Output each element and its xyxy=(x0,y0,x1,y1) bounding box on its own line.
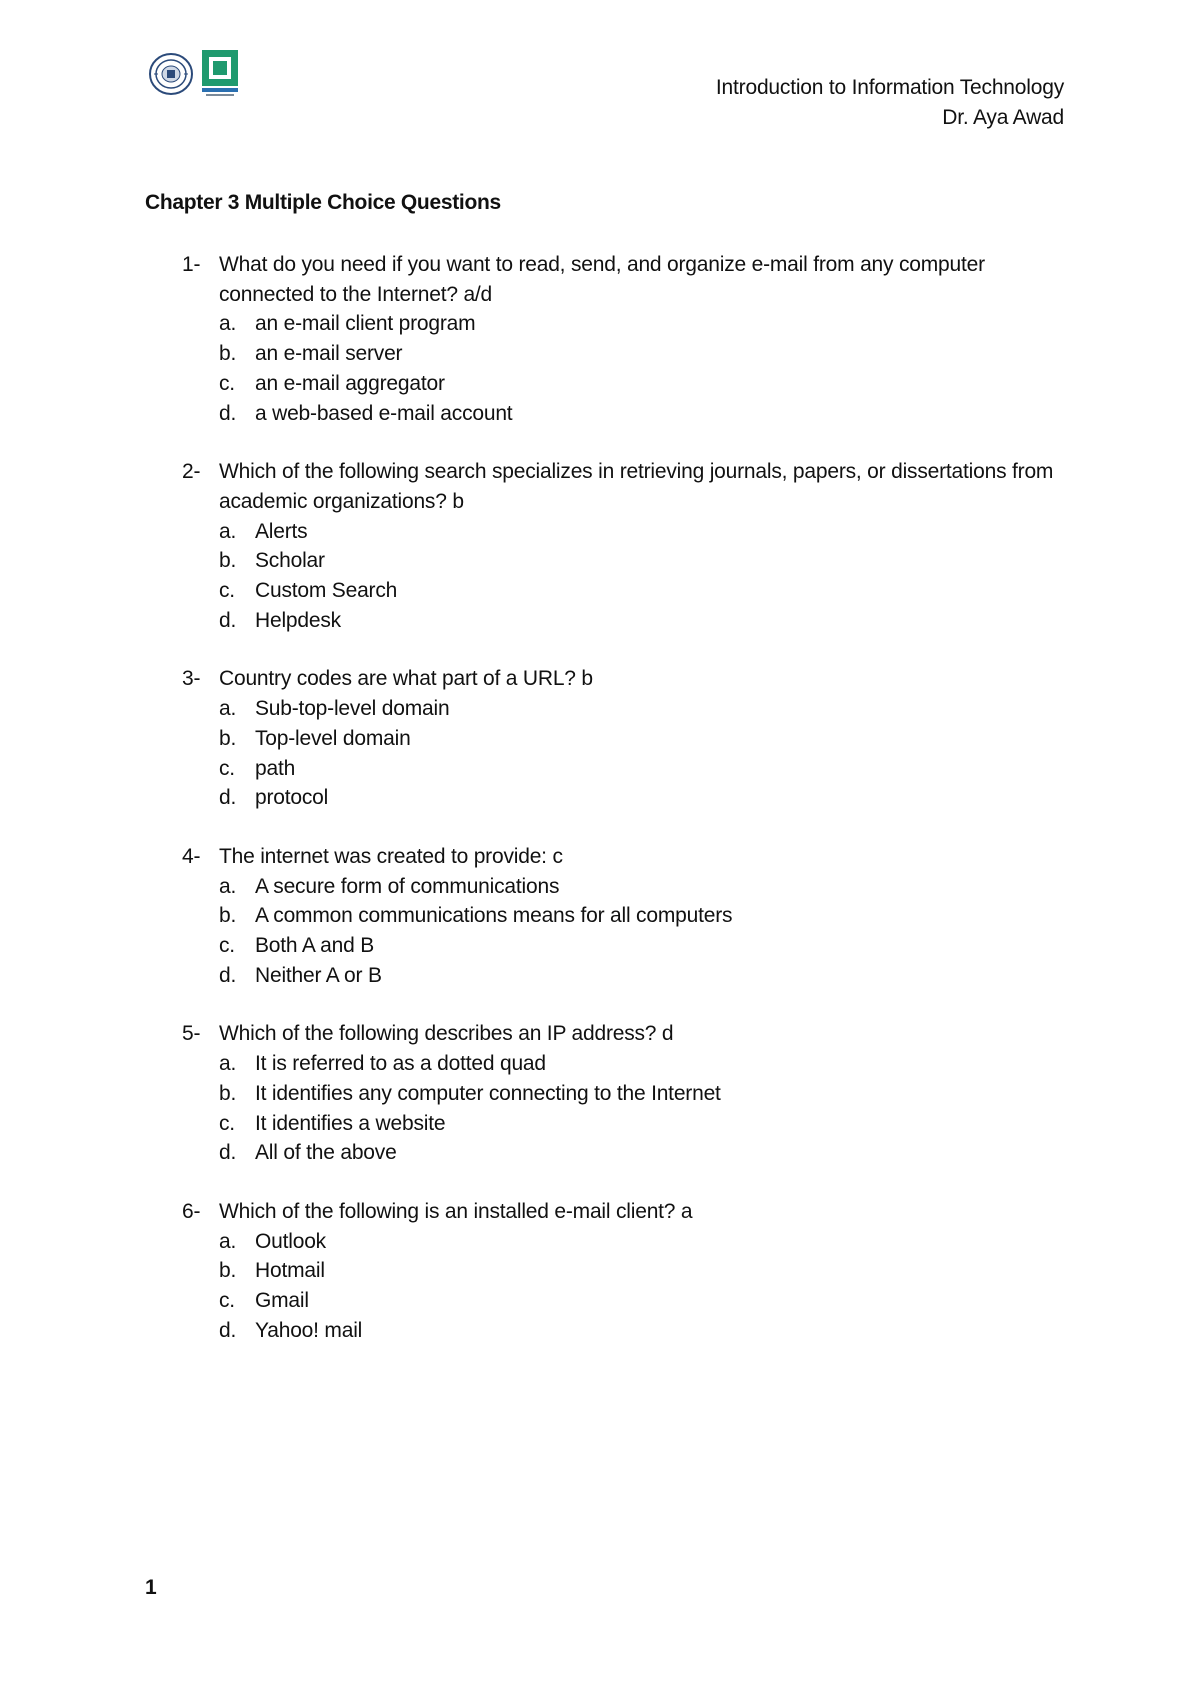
option-text: Neither A or B xyxy=(255,963,382,987)
option-letter: b. xyxy=(219,1081,237,1105)
option-letter: a. xyxy=(219,874,237,898)
option-text: Scholar xyxy=(255,549,325,573)
answer-option xyxy=(0,1286,1200,1316)
answer-option xyxy=(0,1256,1200,1286)
option-letter: c. xyxy=(219,934,235,958)
author-name: Dr. Aya Awad xyxy=(942,106,1064,129)
answer-options xyxy=(0,1049,1200,1168)
option-letter: b. xyxy=(219,1259,237,1283)
option-letter: c. xyxy=(219,371,235,395)
option-letter: c. xyxy=(219,579,235,603)
answer-option xyxy=(0,576,1200,606)
answer-options xyxy=(0,694,1200,813)
answer-options xyxy=(0,872,1200,991)
option-letter: a. xyxy=(219,519,237,543)
university-seal-icon xyxy=(148,52,194,101)
answer-option xyxy=(0,754,1200,784)
question-text: Which of the following describes an IP address? d xyxy=(219,1022,674,1046)
question-number: 4- xyxy=(182,844,201,868)
option-letter: b. xyxy=(219,342,237,366)
option-letter: d. xyxy=(219,786,237,810)
question-item xyxy=(0,1019,1200,1168)
answer-option xyxy=(0,1316,1200,1346)
answer-option xyxy=(0,724,1200,754)
option-letter: c. xyxy=(219,1289,235,1313)
answer-option xyxy=(0,1049,1200,1079)
answer-option xyxy=(0,872,1200,902)
option-text: protocol xyxy=(255,786,329,810)
question-text: Country codes are what part of a URL? b xyxy=(219,667,593,691)
option-text: Hotmail xyxy=(255,1259,325,1283)
answer-option xyxy=(0,1079,1200,1109)
answer-option xyxy=(0,1109,1200,1139)
option-text: Yahoo! mail xyxy=(255,1318,363,1342)
option-text: Helpdesk xyxy=(255,608,341,632)
answer-options xyxy=(0,1227,1200,1346)
option-letter: b. xyxy=(219,726,237,750)
option-letter: b. xyxy=(219,549,237,573)
option-letter: c. xyxy=(219,1111,235,1135)
document-header xyxy=(716,73,1064,133)
question-number: 1- xyxy=(182,253,201,276)
question-list xyxy=(0,250,1200,1375)
option-text: Both A and B xyxy=(255,934,375,958)
option-letter: d. xyxy=(219,1141,237,1165)
answer-option xyxy=(0,339,1200,369)
question-item xyxy=(0,1197,1200,1346)
question-item xyxy=(0,250,1200,428)
option-text: A common communications means for all computers xyxy=(255,904,733,928)
question-text: Which of the following search specializes in retrieving journals, papers, or dissertations from academic organizations? b xyxy=(219,460,1054,513)
option-text: path xyxy=(255,756,296,780)
aacsb-accreditation-logo-icon xyxy=(202,50,238,103)
option-text: Top-level domain xyxy=(255,726,411,750)
answer-option xyxy=(0,517,1200,547)
option-text: It identifies any computer connecting to the Internet xyxy=(255,1081,721,1105)
question-text: Which of the following is an installed e-mail client? a xyxy=(219,1199,693,1223)
answer-option xyxy=(0,961,1200,991)
option-letter: c. xyxy=(219,756,235,780)
option-text: an e-mail client program xyxy=(255,312,476,336)
option-text: It is referred to as a dotted quad xyxy=(255,1052,546,1076)
option-text: Outlook xyxy=(255,1229,326,1253)
question-text: The internet was created to provide: c xyxy=(219,844,563,868)
option-letter: d. xyxy=(219,1318,237,1342)
option-text: Sub-top-level domain xyxy=(255,697,450,721)
page-title: Chapter 3 Multiple Choice Questions xyxy=(145,191,501,214)
answer-option xyxy=(0,694,1200,724)
question-item xyxy=(0,842,1200,991)
option-letter: a. xyxy=(219,1052,237,1076)
answer-option xyxy=(0,606,1200,636)
option-letter: d. xyxy=(219,608,237,632)
course-name: Introduction to Information Technology xyxy=(715,76,1064,99)
option-letter: a. xyxy=(219,1229,237,1253)
answer-option xyxy=(0,1227,1200,1257)
answer-option xyxy=(0,931,1200,961)
question-item xyxy=(0,457,1200,635)
option-text: Gmail xyxy=(255,1289,309,1313)
question-text: What do you need if you want to read, send, and organize e-mail from any computer connected to the Internet? a/d xyxy=(219,253,985,306)
answer-option xyxy=(0,546,1200,576)
answer-option xyxy=(0,783,1200,813)
option-text: a web-based e-mail account xyxy=(255,401,513,425)
question-number: 6- xyxy=(182,1199,201,1223)
option-letter: d. xyxy=(219,963,237,987)
question-number: 3- xyxy=(182,667,201,691)
answer-option xyxy=(0,1138,1200,1168)
answer-options xyxy=(0,517,1200,636)
option-text: Alerts xyxy=(255,519,308,543)
option-letter: a. xyxy=(219,312,237,336)
answer-option xyxy=(0,309,1200,339)
question-item xyxy=(0,664,1200,813)
option-text: Custom Search xyxy=(255,579,398,603)
option-text: A secure form of communications xyxy=(255,874,560,898)
page-number: 1 xyxy=(145,1576,157,1599)
answer-option xyxy=(0,399,1200,429)
header-logos xyxy=(148,50,238,103)
answer-option xyxy=(0,901,1200,931)
option-letter: a. xyxy=(219,697,237,721)
option-letter: b. xyxy=(219,904,237,928)
option-text: It identifies a website xyxy=(255,1111,446,1135)
answer-option xyxy=(0,369,1200,399)
question-number: 5- xyxy=(182,1022,201,1046)
question-number: 2- xyxy=(182,460,201,484)
option-text: All of the above xyxy=(255,1141,397,1165)
option-text: an e-mail aggregator xyxy=(255,371,445,395)
option-letter: d. xyxy=(219,401,237,425)
option-text: an e-mail server xyxy=(255,342,403,366)
answer-options xyxy=(0,309,1200,428)
